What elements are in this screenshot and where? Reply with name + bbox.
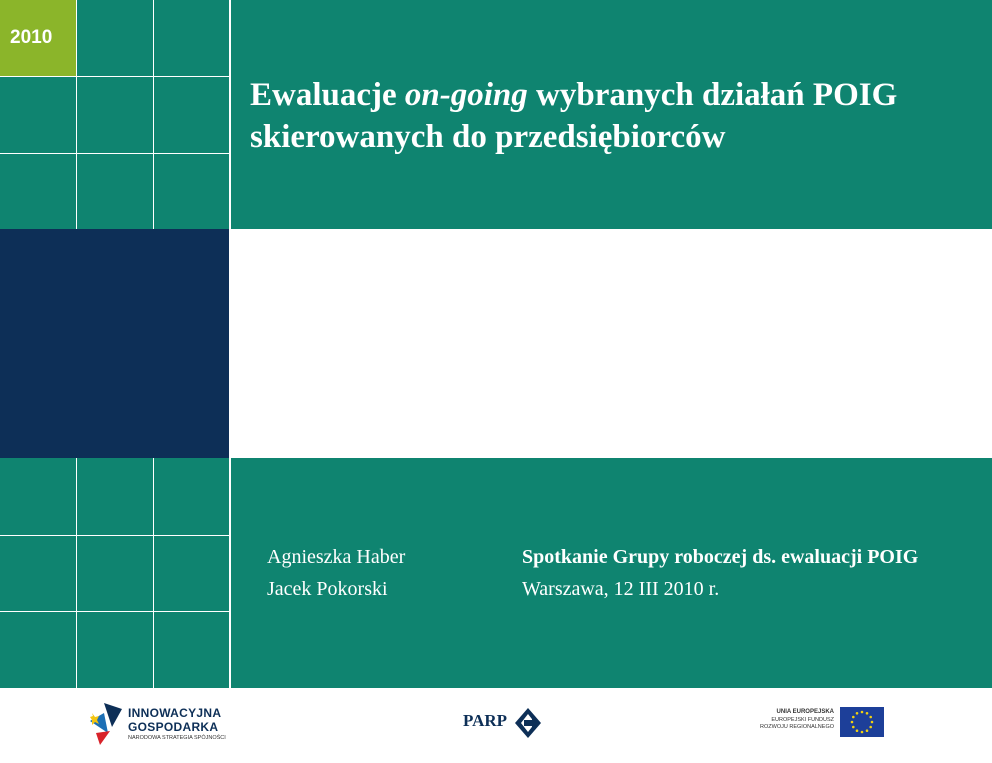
event-place-date: Warszawa, 12 III 2010 r. bbox=[522, 578, 720, 600]
author-name: Jacek Pokorski bbox=[267, 578, 388, 600]
innowacyjna-gospodarka-logo bbox=[90, 703, 250, 747]
slide-title bbox=[250, 74, 985, 158]
grid-line bbox=[229, 458, 231, 688]
logo-text: EUROPEJSKI FUNDUSZ bbox=[771, 717, 834, 723]
eu-flag-icon bbox=[840, 707, 884, 737]
logo-text: NARODOWA STRATEGIA SPÓJNOŚCI bbox=[128, 735, 226, 741]
grid-line bbox=[76, 458, 77, 688]
logo-text: GOSPODARKA bbox=[128, 720, 219, 734]
grid-line bbox=[0, 76, 229, 77]
title-italic: on-going bbox=[404, 77, 528, 113]
logo-text: INNOWACYJNA bbox=[128, 706, 222, 720]
logo-text: UNIA EUROPEJSKA bbox=[776, 709, 834, 715]
title-part2: wybranych działań POIG skierowanych do przedsiębiorców bbox=[250, 77, 898, 155]
bottom-teal-band bbox=[0, 458, 992, 688]
eu-logo bbox=[752, 705, 884, 741]
parp-text: PARP bbox=[463, 711, 508, 730]
innowacyjna-star-icon bbox=[90, 703, 122, 745]
author-name: Agnieszka Haber bbox=[267, 546, 406, 568]
parp-arrows-icon bbox=[515, 708, 541, 738]
grid-line bbox=[153, 0, 154, 229]
event-name: Spotkanie Grupy roboczej ds. ewaluacji POIG bbox=[522, 546, 919, 568]
grid-line bbox=[76, 0, 77, 229]
parp-logo bbox=[463, 708, 553, 740]
grid-line bbox=[229, 0, 231, 229]
title-part1: Ewaluacje bbox=[250, 77, 405, 113]
navy-block bbox=[0, 229, 229, 458]
grid-line bbox=[0, 611, 229, 612]
grid-line bbox=[0, 153, 229, 154]
year-label: 2010 bbox=[10, 27, 53, 48]
logo-text: ROZWOJU REGIONALNEGO bbox=[760, 724, 834, 730]
grid-line bbox=[153, 458, 154, 688]
grid-line bbox=[0, 535, 229, 536]
